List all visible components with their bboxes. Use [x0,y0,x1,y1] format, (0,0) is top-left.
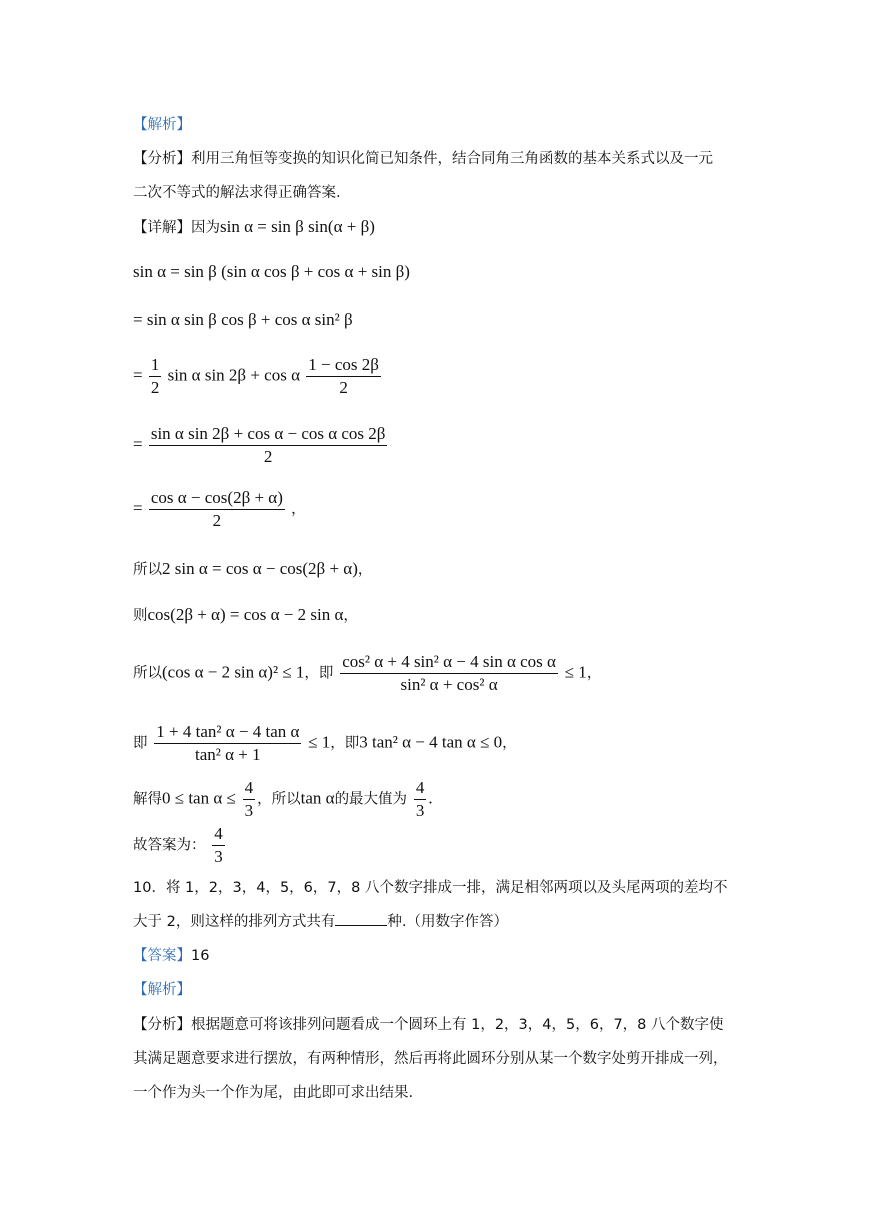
detail-label: 【详解】因为 [133,220,220,236]
equation-step-3 [133,355,383,398]
equation-line-then [133,604,358,625]
analysis-text-1: 【分析】利用三角恒等变换的知识化简已知条件，结合同角三角函数的基本关系式以及一元 [133,151,713,167]
section-heading-analysis-2: 【解析】 [133,982,191,998]
answer-blank [335,911,387,926]
question-10-text: 大于 2，则这样的排列方式共有 [133,914,336,930]
answer-tag: 【答案】 [133,948,191,964]
equals-sign: = [133,498,143,518]
text-so: ，所以 [257,791,301,808]
text-solve: 解得 [133,791,162,808]
equation-given: sin α = sin β sin(α + β) [220,217,375,236]
question-10-line-1: 10．将 1，2，3，4，5，6，7，8 八个数字排成一排，满足相邻两项以及头尾两项的差均不 [133,880,728,896]
fraction-four-thirds: $\frac{4}{3}$ [244,778,254,820]
equation-line-tan [133,722,517,765]
text-ie: 即 [133,735,148,752]
inequality-range: 0 ≤ tan α ≤ [162,788,236,808]
equation-step-2: = sin α sin β cos β + cos α sin² β [133,310,353,329]
section-heading-analysis: 【解析】 [133,117,191,133]
fraction-half: $\frac{1}{2}$ [150,355,160,397]
fraction-cos: $\frac{1 - \cos 2\beta}{2}$ [308,355,379,397]
text-answer: 故答案为： [133,837,206,854]
equation-line-so [133,558,372,579]
fraction-answer: $\frac{4}{3}$ [214,824,223,866]
analysis-text-2: 二次不等式的解法求得正确答案. [133,185,341,201]
inequality-tail: ≤ 1 [308,732,331,752]
answer-heading [133,944,209,965]
detail-line-1 [133,216,375,237]
comma: ， [502,735,517,752]
answer-line [133,824,227,867]
analysis-2-text-1: 【分析】根据题意可将该排列问题看成一个圆环上有 1，2，3，4，5，6，7，8 八个数字使 [133,1017,724,1033]
text-max: 的最大值为 [334,791,408,808]
equals-sign: = [133,434,143,454]
question-10-suffix: 种.（用数字作答） [387,914,508,930]
fraction-inequality: $\frac{\text{cos² α + 4 sin² α − 4 sin α cos α}}{\text{sin² α + cos² α}}$ [342,652,556,694]
text-so: 所以 [133,665,162,682]
text-then: 则 [133,608,148,624]
equation-step-5 [133,488,306,531]
inequality-tail: ≤ 1 [564,662,587,682]
inequality-quadratic: 3 tan² α − 4 tan α ≤ 0 [359,732,503,752]
tan-alpha: tan α [300,788,335,808]
text-so: 所以 [133,562,162,578]
fraction-step-5: $\frac{\text{cos α − cos(2β + α)}}{2}$ [150,488,283,530]
comma: ， [343,608,358,624]
equation-step-4 [133,424,389,467]
period: . [428,788,433,808]
text-ie: ，即 [304,665,334,682]
fraction-tan: $\frac{\text{1 + 4 tan² α − 4 tan α}}{\text{tan² α + 1}}$ [156,722,300,764]
analysis-2-text-2: 其满足题意要求进行摆放，有两种情形，然后再将此圆环分别从某一个数字处剪开排成一列， [133,1051,728,1067]
analysis-2-text-3: 一个作为头一个作为尾，由此即可求出结果. [133,1085,414,1101]
equals-sign: = [133,365,143,385]
equation-step-3-mid: sin α sin 2β + cos α [167,365,300,385]
equation-step-1: sin α = sin β (sin α cos β + cos α + sin β) [133,262,410,281]
equation-line-inequality [133,652,601,695]
inequality-1: (cos α − 2 sin α)² ≤ 1 [162,662,305,682]
equation-line-solution [133,778,433,821]
fraction-four-thirds-2: $\frac{4}{3}$ [415,778,425,820]
comma: ， [586,665,602,682]
comma: ， [357,562,373,578]
equation-cos: cos(2β + α) = cos α − 2 sin α [147,605,344,624]
equation-2sin: 2 sin α = cos α − cos(2β + α) [162,559,358,578]
comma: ， [291,501,306,518]
question-10-line-2 [133,910,508,931]
text-ie: ，即 [330,735,360,752]
answer-value: 16 [191,948,210,964]
fraction-step-4: $\frac{\text{sin α sin 2β + cos α − cos α cos 2β}}{2}$ [150,424,386,466]
